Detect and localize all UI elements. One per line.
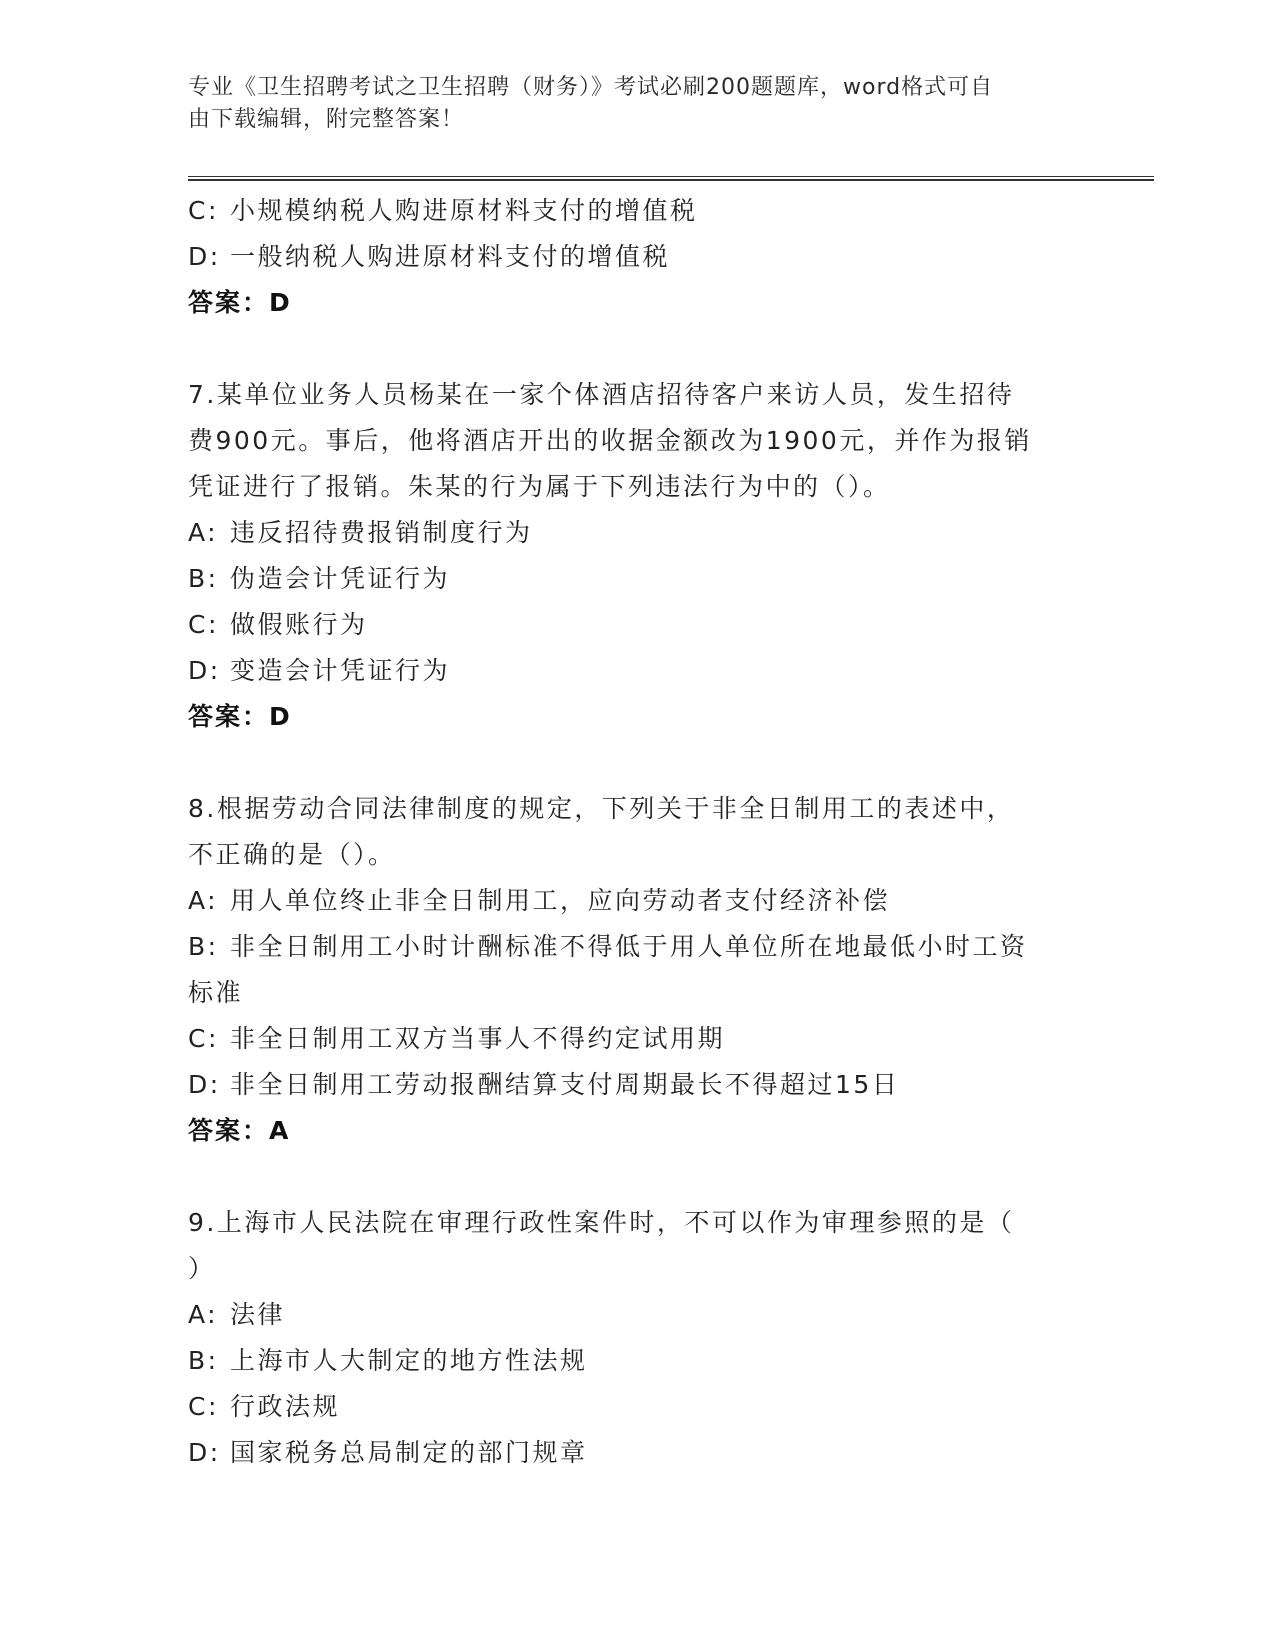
- option-d: [188, 1062, 1088, 1108]
- option-text: 国家税务总局制定的部门规章: [230, 1438, 588, 1467]
- question-stem-line: 不正确的是（）。: [188, 840, 396, 869]
- option-text: 做假账行为: [230, 610, 368, 639]
- question-stem-line: 凭证进行了报销。朱某的行为属于下列违法行为中的（）。: [188, 472, 891, 501]
- question-9: [188, 1200, 1088, 1476]
- option-label: C:: [188, 610, 219, 639]
- option-label: C:: [188, 196, 219, 225]
- option-text: 非全日制用工小时计酬标准不得低于用人单位所在地最低小时工资: [230, 932, 1028, 961]
- option-text: 变造会计凭证行为: [230, 656, 451, 685]
- question-stem-line: 7.某单位业务人员杨某在一家个体酒店招待客户来访人员，发生招待: [188, 380, 1015, 409]
- answer: 答案：D: [188, 702, 292, 731]
- option-b: [188, 556, 1088, 602]
- option-text: 上海市人大制定的地方性法规: [230, 1346, 588, 1375]
- option-label: C:: [188, 1024, 219, 1053]
- option-text: 小规模纳税人购进原材料支付的增值税: [230, 196, 698, 225]
- option-c: [188, 1384, 1088, 1430]
- option-c: [188, 602, 1088, 648]
- option-text: 用人单位终止非全日制用工，应向劳动者支付经济补偿: [230, 886, 891, 915]
- option-label: D:: [188, 656, 221, 685]
- spacer: [188, 1154, 1088, 1200]
- spacer: [188, 740, 1088, 786]
- option-c: [188, 1016, 1088, 1062]
- option-d: [188, 234, 1088, 280]
- spacer: [188, 326, 1088, 372]
- option-label: B:: [188, 1346, 219, 1375]
- option-b: [188, 924, 1088, 970]
- header-divider: [188, 176, 1154, 181]
- option-text: 法律: [230, 1300, 286, 1329]
- option-text: 违反招待费报销制度行为: [230, 518, 533, 547]
- option-a: [188, 878, 1088, 924]
- option-text: 伪造会计凭证行为: [230, 564, 451, 593]
- option-label: D:: [188, 242, 221, 271]
- option-text: 一般纳税人购进原材料支付的增值税: [230, 242, 671, 271]
- question-stem-line: 9.上海市人民法院在审理行政性案件时，不可以作为审理参照的是（: [188, 1208, 1015, 1237]
- page-header: [188, 72, 1068, 136]
- option-label: A:: [188, 1300, 219, 1329]
- option-text: 非全日制用工双方当事人不得约定试用期: [230, 1024, 726, 1053]
- option-b-continued: 标准: [188, 978, 244, 1007]
- answer: 答案：A: [188, 1116, 291, 1145]
- option-label: D:: [188, 1438, 221, 1467]
- option-text: 非全日制用工劳动报酬结算支付周期最长不得超过15日: [230, 1070, 900, 1099]
- option-label: A:: [188, 886, 219, 915]
- header-title-line-1: 专业《卫生招聘考试之卫生招聘（财务）》考试必刷200题题库，word格式可自: [188, 75, 994, 100]
- option-label: C:: [188, 1392, 219, 1421]
- question-8: [188, 786, 1088, 1154]
- question-stem-line: 8.根据劳动合同法律制度的规定，下列关于非全日制用工的表述中，: [188, 794, 1015, 823]
- option-label: B:: [188, 932, 219, 961]
- option-label: B:: [188, 564, 219, 593]
- header-title-line-2: 由下载编辑，附完整答案！: [188, 107, 465, 132]
- option-d: [188, 1430, 1088, 1476]
- option-b: [188, 1338, 1088, 1384]
- document-body: [188, 188, 1088, 1476]
- prev-question: [188, 188, 1088, 326]
- question-stem-line: ）: [188, 1254, 216, 1283]
- option-label: D:: [188, 1070, 221, 1099]
- question-stem-line: 费900元。事后，他将酒店开出的收据金额改为1900元，并作为报销: [188, 426, 1032, 455]
- option-a: [188, 1292, 1088, 1338]
- option-text: 行政法规: [230, 1392, 341, 1421]
- option-d: [188, 648, 1088, 694]
- answer: 答案：D: [188, 288, 292, 317]
- option-label: A:: [188, 518, 219, 547]
- question-7: [188, 372, 1088, 740]
- option-c: [188, 188, 1088, 234]
- option-a: [188, 510, 1088, 556]
